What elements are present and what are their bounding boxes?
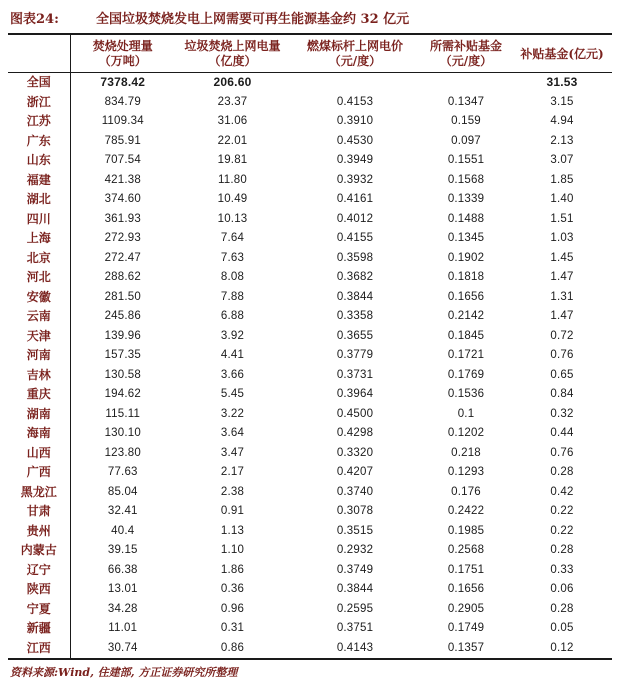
region-cell: 江西: [8, 639, 70, 660]
value-cell: 0.3964: [336, 388, 374, 400]
table-header-row: [8, 34, 612, 73]
value-cell: 1.47: [550, 310, 574, 322]
value-cell: 0.1536: [447, 388, 485, 400]
value-cell: 0.72: [550, 329, 574, 342]
value-cell: 1109.34: [101, 115, 144, 127]
table-row: [8, 600, 612, 620]
region-cell: 陕西: [8, 580, 70, 600]
value-cell: 0.1488: [447, 212, 485, 225]
value-cell: 130.10: [104, 427, 141, 439]
value-cell: 0.218: [451, 446, 481, 459]
value-cell: 0.36: [220, 583, 245, 595]
value-cell: 10.13: [217, 212, 248, 225]
value-cell: 11.80: [218, 173, 247, 186]
value-cell: 0.12: [550, 641, 574, 654]
value-cell: 1.51: [550, 212, 574, 225]
value-cell: 0.4207: [336, 466, 374, 478]
table-row: [8, 444, 612, 464]
source-note: 资料来源:Wind, 住建部, 方正证券研究所整理: [10, 666, 238, 679]
value-cell: 0.159: [451, 115, 481, 127]
table-body: [8, 73, 612, 660]
value-cell: 30.74: [107, 641, 138, 654]
table-row: [8, 112, 612, 132]
value-cell: 4.41: [220, 349, 245, 361]
value-cell: 2.13: [550, 134, 574, 147]
value-cell: 4.94: [550, 115, 574, 127]
value-cell: 421.38: [104, 173, 141, 186]
value-cell: 0.1357: [447, 641, 485, 654]
value-cell: 1.85: [550, 173, 574, 186]
value-cell: 0.1749: [447, 622, 485, 634]
region-cell: 上海: [8, 229, 70, 249]
value-cell: 3.15: [550, 95, 574, 108]
value-cell: 0.1345: [447, 232, 485, 244]
value-cell: 7.64: [220, 232, 245, 244]
region-cell: 全国: [8, 73, 70, 93]
figure-caption: [8, 5, 612, 33]
region-cell: 江苏: [8, 112, 70, 132]
value-cell: [290, 73, 420, 93]
column-header: 补贴基金(亿元): [512, 34, 612, 73]
value-cell: 0.3751: [336, 622, 374, 634]
value-cell: 32.41: [107, 505, 138, 517]
value-cell: 0.06: [550, 583, 574, 595]
table-row: [8, 229, 612, 249]
corner-cell: [8, 34, 70, 73]
value-cell: 0.28: [550, 466, 574, 478]
value-cell: 31.53: [546, 75, 578, 89]
value-cell: 245.86: [104, 310, 141, 322]
value-cell: 0.4143: [336, 641, 374, 654]
region-cell: 湖南: [8, 405, 70, 425]
value-cell: 3.22: [220, 407, 245, 420]
table-row: [8, 151, 612, 171]
table-row: [8, 619, 612, 639]
value-cell: 0.3731: [336, 368, 374, 381]
value-cell: 0.2595: [336, 602, 374, 615]
table-row: [8, 307, 612, 327]
value-cell: 3.66: [220, 368, 245, 381]
value-cell: 3.47: [220, 446, 245, 459]
table-row: [8, 639, 612, 660]
region-cell: 福建: [8, 171, 70, 191]
value-cell: 0.1769: [447, 368, 485, 381]
value-cell: 0.1568: [447, 173, 485, 186]
region-cell: 浙江: [8, 93, 70, 113]
value-cell: 0.3598: [336, 251, 374, 264]
value-cell: 0.42: [550, 485, 574, 498]
value-cell: 0.1902: [447, 251, 485, 264]
table-row: [8, 366, 612, 386]
value-cell: 0.22: [550, 524, 574, 537]
value-cell: 0.1293: [447, 466, 485, 478]
value-cell: 40.4: [111, 524, 135, 537]
table-row: [8, 171, 612, 191]
table-row: [8, 541, 612, 561]
value-cell: 0.28: [550, 544, 574, 556]
region-cell: 河北: [8, 268, 70, 288]
column-header: 所需补贴基金 （元/度）: [420, 34, 512, 73]
value-cell: 0.1845: [447, 329, 485, 342]
table-row: [8, 502, 612, 522]
region-cell: 黑龙江: [8, 483, 70, 503]
value-cell: 0.28: [550, 602, 574, 615]
value-cell: 0.3932: [336, 173, 374, 186]
column-header: 焚烧处理量 （万吨）: [70, 34, 175, 73]
value-cell: 139.96: [104, 329, 141, 342]
column-header: 垃圾焚烧上网电量 （亿度）: [175, 34, 290, 73]
value-cell: 34.28: [107, 602, 138, 615]
value-cell: 0.1347: [447, 95, 485, 108]
value-cell: 66.38: [107, 563, 138, 576]
table-row: [8, 483, 612, 503]
table-row: [8, 288, 612, 308]
value-cell: 0.3779: [336, 349, 374, 361]
value-cell: 0.1551: [447, 154, 485, 166]
region-cell: 海南: [8, 424, 70, 444]
value-cell: 0.1656: [447, 290, 485, 303]
value-cell: 0.4530: [336, 134, 374, 147]
value-cell: 0.3515: [336, 524, 374, 537]
value-cell: 23.37: [217, 95, 248, 108]
table-row: [8, 249, 612, 269]
region-cell: 贵州: [8, 522, 70, 542]
figure-label: 图表24:: [10, 12, 59, 27]
value-cell: 10.49: [217, 193, 248, 205]
table-row: [8, 346, 612, 366]
value-cell: 0.1: [457, 407, 475, 420]
value-cell: 2.38: [220, 485, 245, 498]
value-cell: 3.64: [220, 427, 245, 439]
value-cell: 0.4500: [336, 407, 374, 420]
value-cell: 288.62: [104, 271, 141, 283]
region-cell: 宁夏: [8, 600, 70, 620]
table-row: [8, 190, 612, 210]
value-cell: 0.3740: [336, 485, 374, 498]
value-cell: 0.96: [220, 602, 245, 615]
value-cell: 157.35: [104, 349, 141, 361]
region-cell: 河南: [8, 346, 70, 366]
table-row: [8, 405, 612, 425]
column-header: 燃煤标杆上网电价 （元/度）: [290, 34, 420, 73]
value-cell: 0.3844: [336, 583, 374, 595]
value-cell: 5.45: [220, 388, 245, 400]
value-cell: 281.50: [104, 290, 141, 303]
value-cell: 85.04: [107, 485, 138, 498]
value-cell: 0.44: [550, 427, 574, 439]
value-cell: 1.03: [550, 232, 574, 244]
value-cell: 0.2905: [447, 602, 485, 615]
value-cell: 39.15: [107, 544, 138, 556]
value-cell: 0.4012: [336, 212, 374, 225]
value-cell: 0.176: [451, 485, 481, 498]
value-cell: 0.3078: [336, 505, 374, 517]
value-cell: 0.4155: [336, 232, 374, 244]
table-row: [8, 385, 612, 405]
region-cell: 湖北: [8, 190, 70, 210]
value-cell: 1.10: [220, 544, 245, 556]
value-cell: 0.097: [451, 134, 481, 147]
value-cell: 0.91: [220, 505, 245, 517]
value-cell: 1.47: [550, 271, 574, 283]
value-cell: 0.2568: [447, 544, 485, 556]
value-cell: 6.88: [220, 310, 245, 322]
value-cell: 0.3682: [336, 271, 374, 283]
value-cell: 1.86: [220, 563, 245, 576]
value-cell: 0.3655: [336, 329, 374, 342]
value-cell: 8.08: [220, 271, 245, 283]
value-cell: 272.93: [104, 232, 141, 244]
value-cell: 0.1202: [447, 427, 485, 439]
value-cell: 0.3358: [336, 310, 374, 322]
value-cell: 1.31: [550, 290, 574, 303]
value-cell: 0.31: [220, 622, 245, 634]
table-row: [8, 268, 612, 288]
figure-title: 全国垃圾焚烧发电上网需要可再生能源基金约 32 亿元: [96, 12, 410, 27]
value-cell: 0.86: [220, 641, 245, 654]
value-cell: 0.3844: [336, 290, 374, 303]
table-row: [8, 424, 612, 444]
region-cell: 北京: [8, 249, 70, 269]
value-cell: 22.01: [217, 134, 248, 147]
region-cell: 山西: [8, 444, 70, 464]
region-cell: 新疆: [8, 619, 70, 639]
region-cell: 山东: [8, 151, 70, 171]
table-row: [8, 210, 612, 230]
value-cell: 0.2422: [447, 505, 485, 517]
region-cell: 广西: [8, 463, 70, 483]
value-cell: 115.11: [105, 407, 141, 420]
value-cell: 785.91: [104, 134, 141, 147]
value-cell: 0.3749: [336, 563, 374, 576]
value-cell: 7.88: [220, 290, 245, 303]
value-cell: 0.4161: [336, 193, 374, 205]
table-row: [8, 522, 612, 542]
value-cell: 0.3949: [336, 154, 374, 166]
data-table: [8, 33, 612, 660]
value-cell: 2.17: [220, 466, 245, 478]
value-cell: 1.13: [220, 524, 245, 537]
region-cell: 安徽: [8, 288, 70, 308]
value-cell: 19.81: [217, 154, 248, 166]
table-row: [8, 73, 612, 93]
value-cell: 0.4298: [336, 427, 374, 439]
region-cell: 天津: [8, 327, 70, 347]
value-cell: 0.3320: [336, 446, 374, 459]
value-cell: 0.1985: [447, 524, 485, 537]
value-cell: 0.2932: [336, 544, 374, 556]
value-cell: 272.47: [104, 251, 141, 264]
value-cell: 0.33: [550, 563, 574, 576]
value-cell: 31.06: [217, 115, 248, 127]
value-cell: 0.65: [550, 368, 574, 381]
value-cell: 834.79: [104, 95, 141, 108]
value-cell: 0.1721: [447, 349, 485, 361]
value-cell: 0.2142: [447, 310, 485, 322]
value-cell: 0.1339: [447, 193, 485, 205]
value-cell: 194.62: [104, 388, 141, 400]
value-cell: 707.54: [104, 154, 141, 166]
table-row: [8, 580, 612, 600]
table-row: [8, 463, 612, 483]
value-cell: 0.05: [550, 622, 574, 634]
table-row: [8, 327, 612, 347]
region-cell: 辽宁: [8, 561, 70, 581]
value-cell: 77.63: [107, 466, 138, 478]
value-cell: 0.3910: [336, 115, 374, 127]
value-cell: [420, 73, 512, 93]
value-cell: 3.07: [550, 154, 574, 166]
region-cell: 甘肃: [8, 502, 70, 522]
value-cell: 7.63: [220, 251, 245, 264]
value-cell: 0.32: [550, 407, 574, 420]
region-cell: 广东: [8, 132, 70, 152]
value-cell: 7378.42: [100, 75, 146, 89]
value-cell: 11.01: [108, 622, 138, 634]
region-cell: 重庆: [8, 385, 70, 405]
value-cell: 3.92: [220, 329, 245, 342]
value-cell: 0.76: [550, 349, 574, 361]
value-cell: 130.58: [104, 368, 141, 381]
value-cell: 0.84: [550, 388, 574, 400]
table-row: [8, 561, 612, 581]
value-cell: 0.22: [550, 505, 574, 517]
value-cell: 123.80: [104, 446, 141, 459]
region-cell: 四川: [8, 210, 70, 230]
value-cell: 0.4153: [336, 95, 374, 108]
value-cell: 361.93: [104, 212, 141, 225]
value-cell: 0.1751: [447, 563, 485, 576]
table-row: [8, 93, 612, 113]
value-cell: 0.76: [550, 446, 574, 459]
value-cell: 1.45: [550, 251, 574, 264]
value-cell: 206.60: [213, 75, 252, 89]
region-cell: 云南: [8, 307, 70, 327]
region-cell: 吉林: [8, 366, 70, 386]
value-cell: 1.40: [550, 193, 574, 205]
value-cell: 0.1818: [447, 271, 485, 283]
value-cell: 0.1656: [447, 583, 485, 595]
value-cell: 374.60: [104, 193, 141, 205]
region-cell: 内蒙古: [8, 541, 70, 561]
table-row: [8, 132, 612, 152]
value-cell: 13.01: [107, 583, 138, 595]
